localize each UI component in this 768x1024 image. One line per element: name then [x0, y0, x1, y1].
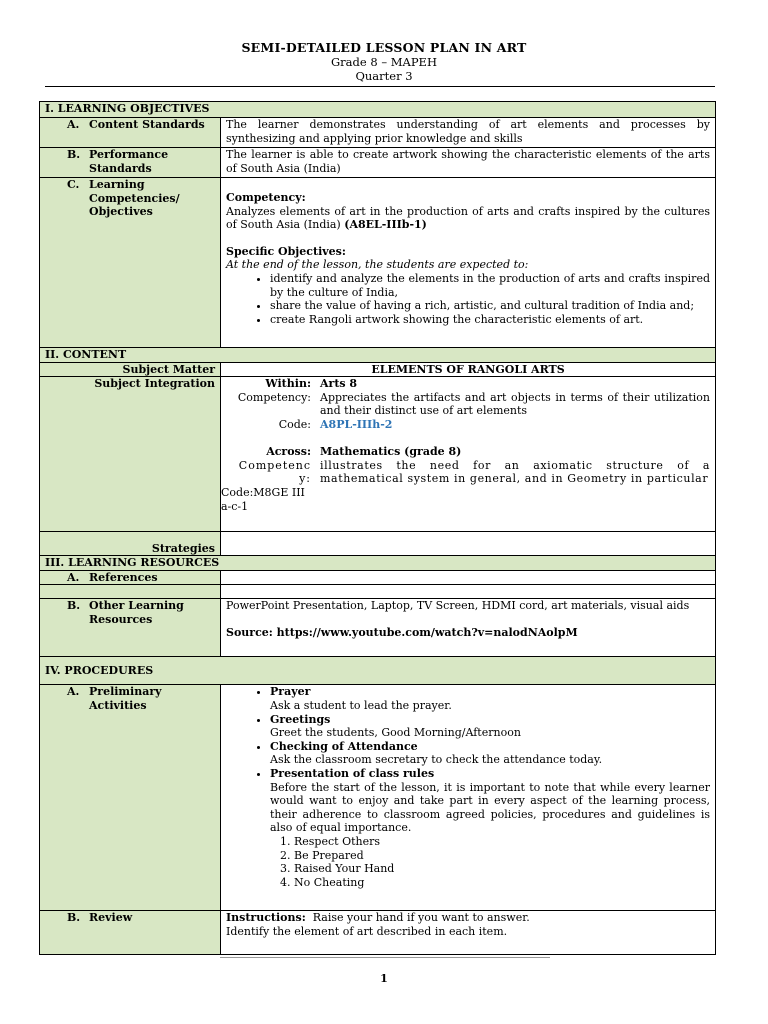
section-procedures: IV. PROCEDURES	[40, 657, 716, 685]
quarter-line: Quarter 3	[355, 69, 413, 83]
within-value: Arts 8	[320, 377, 358, 391]
list-item: 1. Respect Others	[294, 835, 710, 849]
learning-competencies-label: C. Learning Competencies/ Objectives	[40, 178, 221, 348]
performance-standards-label: B. Performance Standards	[40, 148, 221, 178]
list-item: 4. No Cheating	[294, 876, 710, 890]
across-value: Mathematics (grade 8)	[320, 445, 462, 459]
competency-code: (A8EL-IIIb-1)	[344, 218, 427, 232]
specific-objectives-heading: Specific Objectives:	[226, 244, 346, 258]
page-number: 1	[380, 972, 388, 985]
references-label: A. References	[40, 570, 221, 585]
document-header	[0, 40, 768, 83]
grade-line: Grade 8 – MAPEH	[331, 55, 437, 69]
subject-integration-label: Subject Integration	[40, 377, 221, 532]
subject-matter-label: Subject Matter	[40, 362, 221, 377]
document-title: SEMI-DETAILED LESSON PLAN IN ART	[241, 40, 527, 55]
list-item: • Presentation of class rules Before the start of the lesson, it is important to note that while every learner would want to enjoy and take part in every aspect of the learning process, their adherence to classroom agreed policies, procedures and guidelines is also of equal importance.	[270, 767, 710, 835]
references-blank-label	[40, 585, 221, 599]
within-code-value: A8PL-IIIh-2	[320, 417, 393, 431]
performance-standards-text: The learner is able to create artwork showing the characteristic elements of the arts of South Asia (India)	[221, 148, 716, 178]
competency-text: Analyzes elements of art in the production of arts and crafts inspired by the cultures of South Asia (India) (A8EL-IIIb-1)	[226, 204, 710, 232]
lesson-plan-table	[39, 101, 716, 955]
list-item: • Prayer Ask a student to lead the prayer.	[270, 685, 710, 712]
references-value	[221, 570, 716, 585]
class-rules-list	[226, 835, 710, 889]
competency-heading: Competency:	[226, 191, 306, 204]
strategies-label: Strategies	[40, 532, 221, 556]
list-item: • identify and analyze the elements in the production of arts and crafts inspired by the culture of India,	[270, 272, 710, 299]
across-competency-text: illustrates the need for an axiomatic structure of a mathematical system in general, and in Geometry in particular	[320, 458, 710, 486]
list-item: 3. Raised Your Hand	[294, 862, 710, 876]
list-item: 2. Be Prepared	[294, 849, 710, 863]
preliminary-activities-label: A. Preliminary Activities	[40, 685, 221, 911]
other-resources-cell	[221, 599, 716, 657]
review-identify: Identify the element of art described in each item.	[226, 924, 508, 938]
specific-objectives-list	[226, 272, 710, 326]
strategies-value	[221, 532, 716, 556]
across-competency-label: Competency:	[238, 458, 311, 486]
specific-objectives-intro: At the end of the lesson, the students are expected to:	[226, 258, 529, 272]
subject-matter-value: ELEMENTS OF RANGOLI ARTS	[221, 362, 716, 377]
within-label: Within:	[265, 377, 311, 391]
preliminary-activities-cell	[221, 685, 716, 911]
list-item: • create Rangoli artwork showing the characteristic elements of art.	[270, 313, 710, 327]
across-label: Across:	[266, 445, 311, 459]
within-code-label: Code:	[278, 417, 311, 431]
list-item: • Checking of Attendance Ask the classroom secretary to check the attendance today.	[270, 740, 710, 767]
content-standards-text: The learner demonstrates understanding of art elements and processes by synthesizing and applying prior knowledge and skills	[221, 118, 716, 148]
across-code-label: Code:M8GE IIIa-c-1	[221, 485, 305, 513]
section-learning-objectives: I. LEARNING OBJECTIVES	[40, 102, 716, 118]
review-cell	[221, 911, 716, 955]
review-instructions: Instructions: Raise your hand if you want to answer.	[226, 911, 530, 925]
list-item: • Greetings Greet the students, Good Morning/Afternoon	[270, 713, 710, 740]
header-rule	[45, 86, 715, 87]
materials-text: PowerPoint Presentation, Laptop, TV Screen, HDMI cord, art materials, visual aids	[226, 599, 690, 613]
references-blank-value	[221, 585, 716, 599]
content-standards-label: A. Content Standards	[40, 118, 221, 148]
preliminary-list	[226, 685, 710, 835]
list-item: • share the value of having a rich, artistic, and cultural tradition of India and;	[270, 299, 710, 313]
within-competency-text: Appreciates the artifacts and art objects in terms of their utilization and their distinct use of art elements	[320, 390, 710, 418]
subject-integration-cell	[221, 377, 716, 532]
learning-competencies-cell	[221, 178, 716, 348]
source-link[interactable]: Source: https://www.youtube.com/watch?v=nalodNAolpM	[226, 625, 578, 639]
review-label: B. Review	[40, 911, 221, 955]
within-competency-label: Competency:	[237, 390, 311, 404]
other-resources-label: B. Other Learning Resources	[40, 599, 221, 657]
section-learning-resources: III. LEARNING RESOURCES	[40, 556, 716, 571]
section-content: II. CONTENT	[40, 348, 716, 363]
footer-rule	[220, 957, 550, 958]
